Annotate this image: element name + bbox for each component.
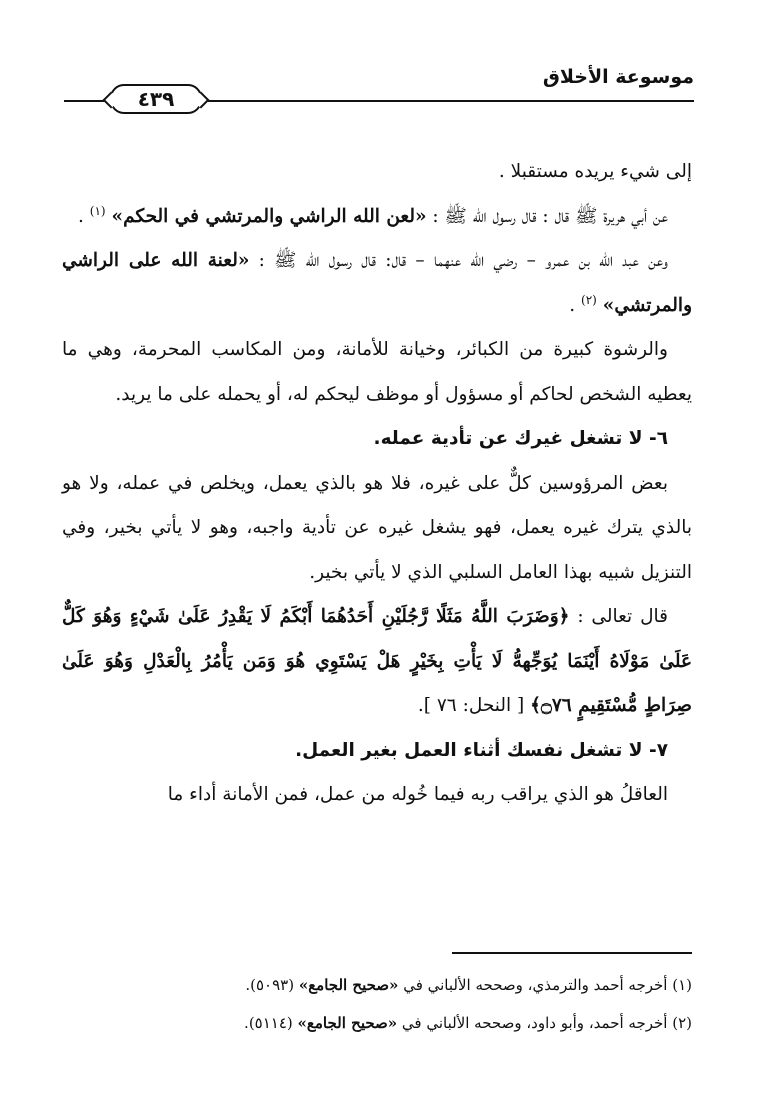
- quran-intro: قال تعالى :: [569, 606, 668, 627]
- section-heading-7: ٧- لا تشغل نفسك أثناء العمل بغير العمل.: [295, 739, 668, 761]
- footnote-marker-2: (٢): [581, 292, 597, 307]
- period-1: .: [78, 205, 90, 227]
- hadith-text-1: «لعن الله الراشي والمرتشي في الحكم»: [111, 205, 427, 227]
- footnote-2-book: «صحيح الجامع»: [297, 1014, 398, 1032]
- hadith-intro-1: عن أبي هريرة ﷺ قال : قال رسول الله ﷺ :: [426, 205, 668, 227]
- main-text: [62, 150, 692, 818]
- hadith-text-2: «لعنة الله على الراشي والمرتشي»: [62, 250, 692, 316]
- footnote-2: [62, 1004, 692, 1042]
- section-heading-6: ٦- لا تشغل غيرك عن تأدية عمله.: [373, 428, 668, 449]
- footnote-1-number: (٥٠٩٣).: [245, 976, 299, 994]
- paragraph-wise: العاقلُ هو الذي يراقب ربه فيما خُوله من عمل، فمن الأمانة أداء ما: [167, 784, 668, 805]
- quran-reference: [ النحل: ٧٦ ].: [417, 695, 531, 716]
- paragraph-1: إلى شيء يريده مستقبلا .: [498, 161, 692, 182]
- running-head-title: موسوعة الأخلاق: [542, 66, 694, 88]
- footnote-1-text: (١) أخرجه أحمد والترمذي، وصححه الألباني في: [398, 976, 692, 994]
- footnote-1: [62, 966, 692, 1004]
- footnote-marker-1: (١): [89, 203, 106, 218]
- paragraph-subordinates: بعض المرؤوسين كلٌّ على غيره، فلا هو بالذي يعمل، ويخلص في عمله، ولا هو بالذي يترك غيره يعمل، فهو يشغل غيره عن تأدية واجبه، وهو لا يأتي بخير، وفي التنزيل شبيه بهذا العامل السلبي الذي لا يأتي بخير.: [62, 472, 692, 583]
- quran-paragraph: [62, 595, 692, 729]
- quran-verse: ﴿وَضَرَبَ اللَّهُ مَثَلًا رَّجُلَيْنِ أَحَدُهُمَا أَبْكَمُ لَا يَقْدِرُ عَلَىٰ شَيْءٍ وَهُوَ كَلٌّ عَلَىٰ مَوْلَاهُ أَيْنَمَا يُوَجِّههُّ لَا يَأْتِ بِخَيْرٍ هَلْ يَسْتَوِي هُوَ وَمَن يَأْمُرُ بِالْعَدْلِ وَهُوَ عَلَىٰ صِرَاطٍ مُّسْتَقِيمٍ ۝٧٦﴾: [62, 606, 692, 716]
- period-2: .: [569, 294, 582, 316]
- footnote-2-number: (٥١١٤).: [244, 1014, 298, 1032]
- footnote-1-book: «صحيح الجامع»: [298, 976, 399, 994]
- hadith-paragraph-1: [62, 195, 692, 240]
- hadith-paragraph-2: [62, 239, 692, 328]
- footnote-2-text: (٢) أخرجه أحمد، وأبو داود، وصححه الألباني في: [397, 1014, 692, 1032]
- footnotes: [62, 966, 692, 1042]
- footnote-rule: [452, 952, 692, 954]
- page-number: ٤٣٩: [110, 84, 202, 114]
- hadith-intro-2: وعن عبد الله بن عمرو – رضي الله عنهما – قال: قال رسول الله ﷺ :: [249, 250, 668, 271]
- paragraph-bribery: والرشوة كبيرة من الكبائر، وخيانة للأمانة، ومن المكاسب المحرمة، وهي ما يعطيه الشخص لحاكم أو مسؤول أو موظف ليحكم له، أو يحمله على ما يريد.: [62, 339, 692, 405]
